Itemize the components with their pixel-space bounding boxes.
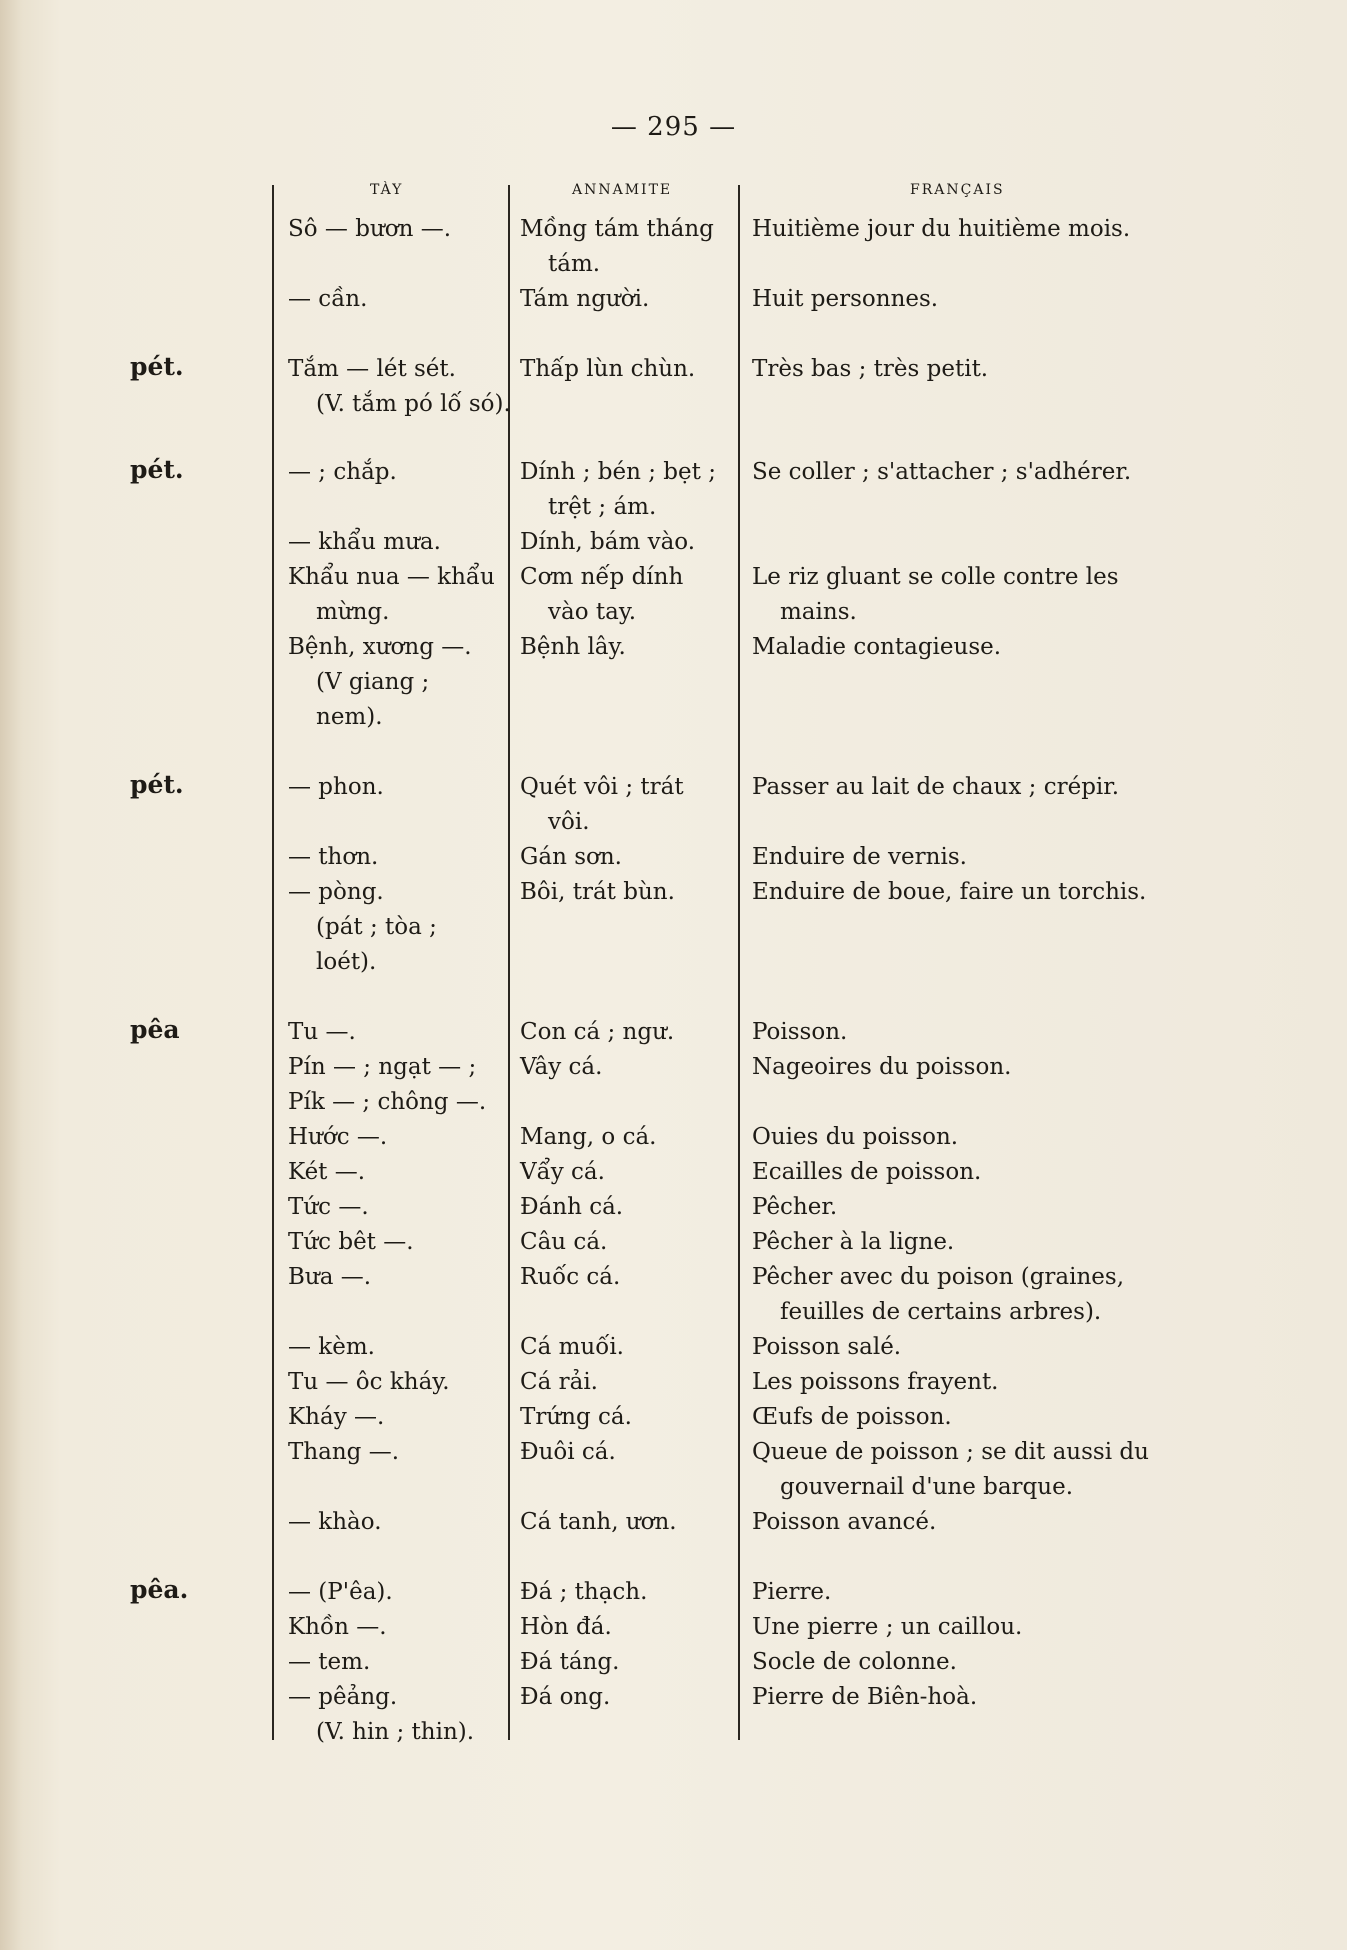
francais-text: Très bas ; très petit. — [752, 356, 989, 382]
tay-text: Tức bêt —. — [288, 1229, 414, 1255]
annamite-text: vào tay. — [548, 599, 637, 625]
annamite-text: Đánh cá. — [520, 1194, 624, 1220]
tay-text: Pík — ; chông —. — [288, 1089, 487, 1115]
francais-text: feuilles de certains arbres). — [780, 1299, 1102, 1325]
column-header-tay: TÀY — [370, 182, 404, 198]
annamite-text: Cơm nếp dính — [520, 564, 684, 590]
francais-text: Poisson. — [752, 1019, 848, 1045]
tay-text: — khào. — [288, 1509, 382, 1535]
tay-text: Tức —. — [288, 1194, 369, 1220]
annamite-text: Tám người. — [520, 286, 650, 312]
annamite-text: Bôi, trát bùn. — [520, 879, 675, 905]
column-rule-3 — [738, 185, 740, 1740]
francais-text: Enduire de vernis. — [752, 844, 967, 870]
francais-text: gouvernail d'une barque. — [780, 1474, 1074, 1500]
francais-text: Nageoires du poisson. — [752, 1054, 1012, 1080]
tay-text: — cần. — [288, 286, 368, 312]
page-number: — 295 — — [610, 112, 737, 142]
tay-text: — thơn. — [288, 844, 379, 870]
annamite-text: Quét vôi ; trát — [520, 774, 684, 800]
column-header-francais: FRANÇAIS — [910, 182, 1005, 198]
annamite-text: Câu cá. — [520, 1229, 608, 1255]
annamite-text: Con cá ; ngư. — [520, 1019, 675, 1045]
francais-text: Pierre. — [752, 1579, 832, 1605]
francais-text: Huit personnes. — [752, 286, 939, 312]
annamite-text: Đá ong. — [520, 1684, 611, 1710]
francais-text: Queue de poisson ; se dit aussi du — [752, 1439, 1149, 1465]
tay-text: (V. hin ; thin). — [316, 1719, 475, 1745]
francais-text: mains. — [780, 599, 857, 625]
annamite-text: trệt ; ám. — [548, 494, 657, 520]
tay-text: — kèm. — [288, 1334, 375, 1360]
annamite-text: Đá táng. — [520, 1649, 620, 1675]
francais-text: Poisson salé. — [752, 1334, 902, 1360]
annamite-text: Dính ; bén ; bẹt ; — [520, 459, 716, 485]
tay-text: (V giang ; — [316, 669, 430, 695]
annamite-text: Trứng cá. — [520, 1404, 632, 1430]
tay-text: loét). — [316, 949, 377, 975]
annamite-text: Ruốc cá. — [520, 1264, 621, 1290]
tay-text: Pín — ; ngạt — ; — [288, 1054, 477, 1080]
headword: pét. — [130, 770, 184, 799]
tay-text: — khẩu mưa. — [288, 529, 441, 555]
tay-text: Khẩu nua — khẩu — [288, 564, 495, 590]
annamite-text: Gán sơn. — [520, 844, 622, 870]
francais-text: Le riz gluant se colle contre les — [752, 564, 1119, 590]
tay-text: nem). — [316, 704, 383, 730]
tay-text: (V. tắm pó lố só). — [316, 391, 511, 417]
column-rule-1 — [272, 185, 274, 1740]
francais-text: Pêcher. — [752, 1194, 838, 1220]
tay-text: Bệnh, xương —. — [288, 634, 472, 660]
tay-text: — pêảng. — [288, 1684, 398, 1710]
tay-text: — ; chắp. — [288, 459, 397, 485]
annamite-text: vôi. — [548, 809, 590, 835]
francais-text: Ecailles de poisson. — [752, 1159, 982, 1185]
column-header-annamite: ANNAMITE — [572, 182, 673, 198]
tay-text: Hước —. — [288, 1124, 388, 1150]
tay-text: — phon. — [288, 774, 384, 800]
annamite-text: Vẩy cá. — [520, 1159, 605, 1185]
francais-text: Œufs de poisson. — [752, 1404, 952, 1430]
tay-text: Tu — ôc kháy. — [288, 1369, 450, 1395]
francais-text: Pierre de Biên-hoà. — [752, 1684, 978, 1710]
annamite-text: Vây cá. — [520, 1054, 603, 1080]
tay-text: Bưa —. — [288, 1264, 372, 1290]
tay-text: mừng. — [316, 599, 390, 625]
francais-text: Socle de colonne. — [752, 1649, 957, 1675]
headword: pét. — [130, 352, 184, 381]
annamite-text: Thấp lùn chùn. — [520, 356, 696, 382]
annamite-text: Đuôi cá. — [520, 1439, 616, 1465]
tay-text: — tem. — [288, 1649, 371, 1675]
annamite-text: Cá muối. — [520, 1334, 624, 1360]
tay-text: Tu —. — [288, 1019, 356, 1045]
francais-text: Les poissons frayent. — [752, 1369, 999, 1395]
tay-text: Thang —. — [288, 1439, 400, 1465]
tay-text: Khồn —. — [288, 1614, 387, 1640]
francais-text: Maladie contagieuse. — [752, 634, 1002, 660]
annamite-text: tám. — [548, 251, 601, 277]
annamite-text: Mang, o cá. — [520, 1124, 657, 1150]
francais-text: Ouies du poisson. — [752, 1124, 959, 1150]
headword: pêa. — [130, 1575, 189, 1604]
francais-text: Une pierre ; un caillou. — [752, 1614, 1023, 1640]
tay-text: Tắm — lét sét. — [288, 356, 456, 382]
francais-text: Passer au lait de chaux ; crépir. — [752, 774, 1120, 800]
headword: pét. — [130, 455, 184, 484]
annamite-text: Hòn đá. — [520, 1614, 612, 1640]
tay-text: Sô — bươn —. — [288, 216, 452, 242]
tay-text: (pát ; tòa ; — [316, 914, 437, 940]
francais-text: Enduire de boue, faire un torchis. — [752, 879, 1147, 905]
annamite-text: Đá ; thạch. — [520, 1579, 648, 1605]
annamite-text: Mồng tám tháng — [520, 216, 714, 242]
tay-text: — pòng. — [288, 879, 384, 905]
francais-text: Pêcher à la ligne. — [752, 1229, 955, 1255]
francais-text: Pêcher avec du poison (graines, — [752, 1264, 1125, 1290]
headword: pêa — [130, 1015, 180, 1044]
francais-text: Poisson avancé. — [752, 1509, 937, 1535]
tay-text: Két —. — [288, 1159, 366, 1185]
annamite-text: Cá tanh, ươn. — [520, 1509, 677, 1535]
francais-text: Huitième jour du huitième mois. — [752, 216, 1131, 242]
annamite-text: Bệnh lây. — [520, 634, 626, 660]
francais-text: Se coller ; s'attacher ; s'adhérer. — [752, 459, 1132, 485]
annamite-text: Cá rải. — [520, 1369, 598, 1395]
tay-text: — (P'êa). — [288, 1579, 393, 1605]
annamite-text: Dính, bám vào. — [520, 529, 696, 555]
tay-text: Kháy —. — [288, 1404, 385, 1430]
